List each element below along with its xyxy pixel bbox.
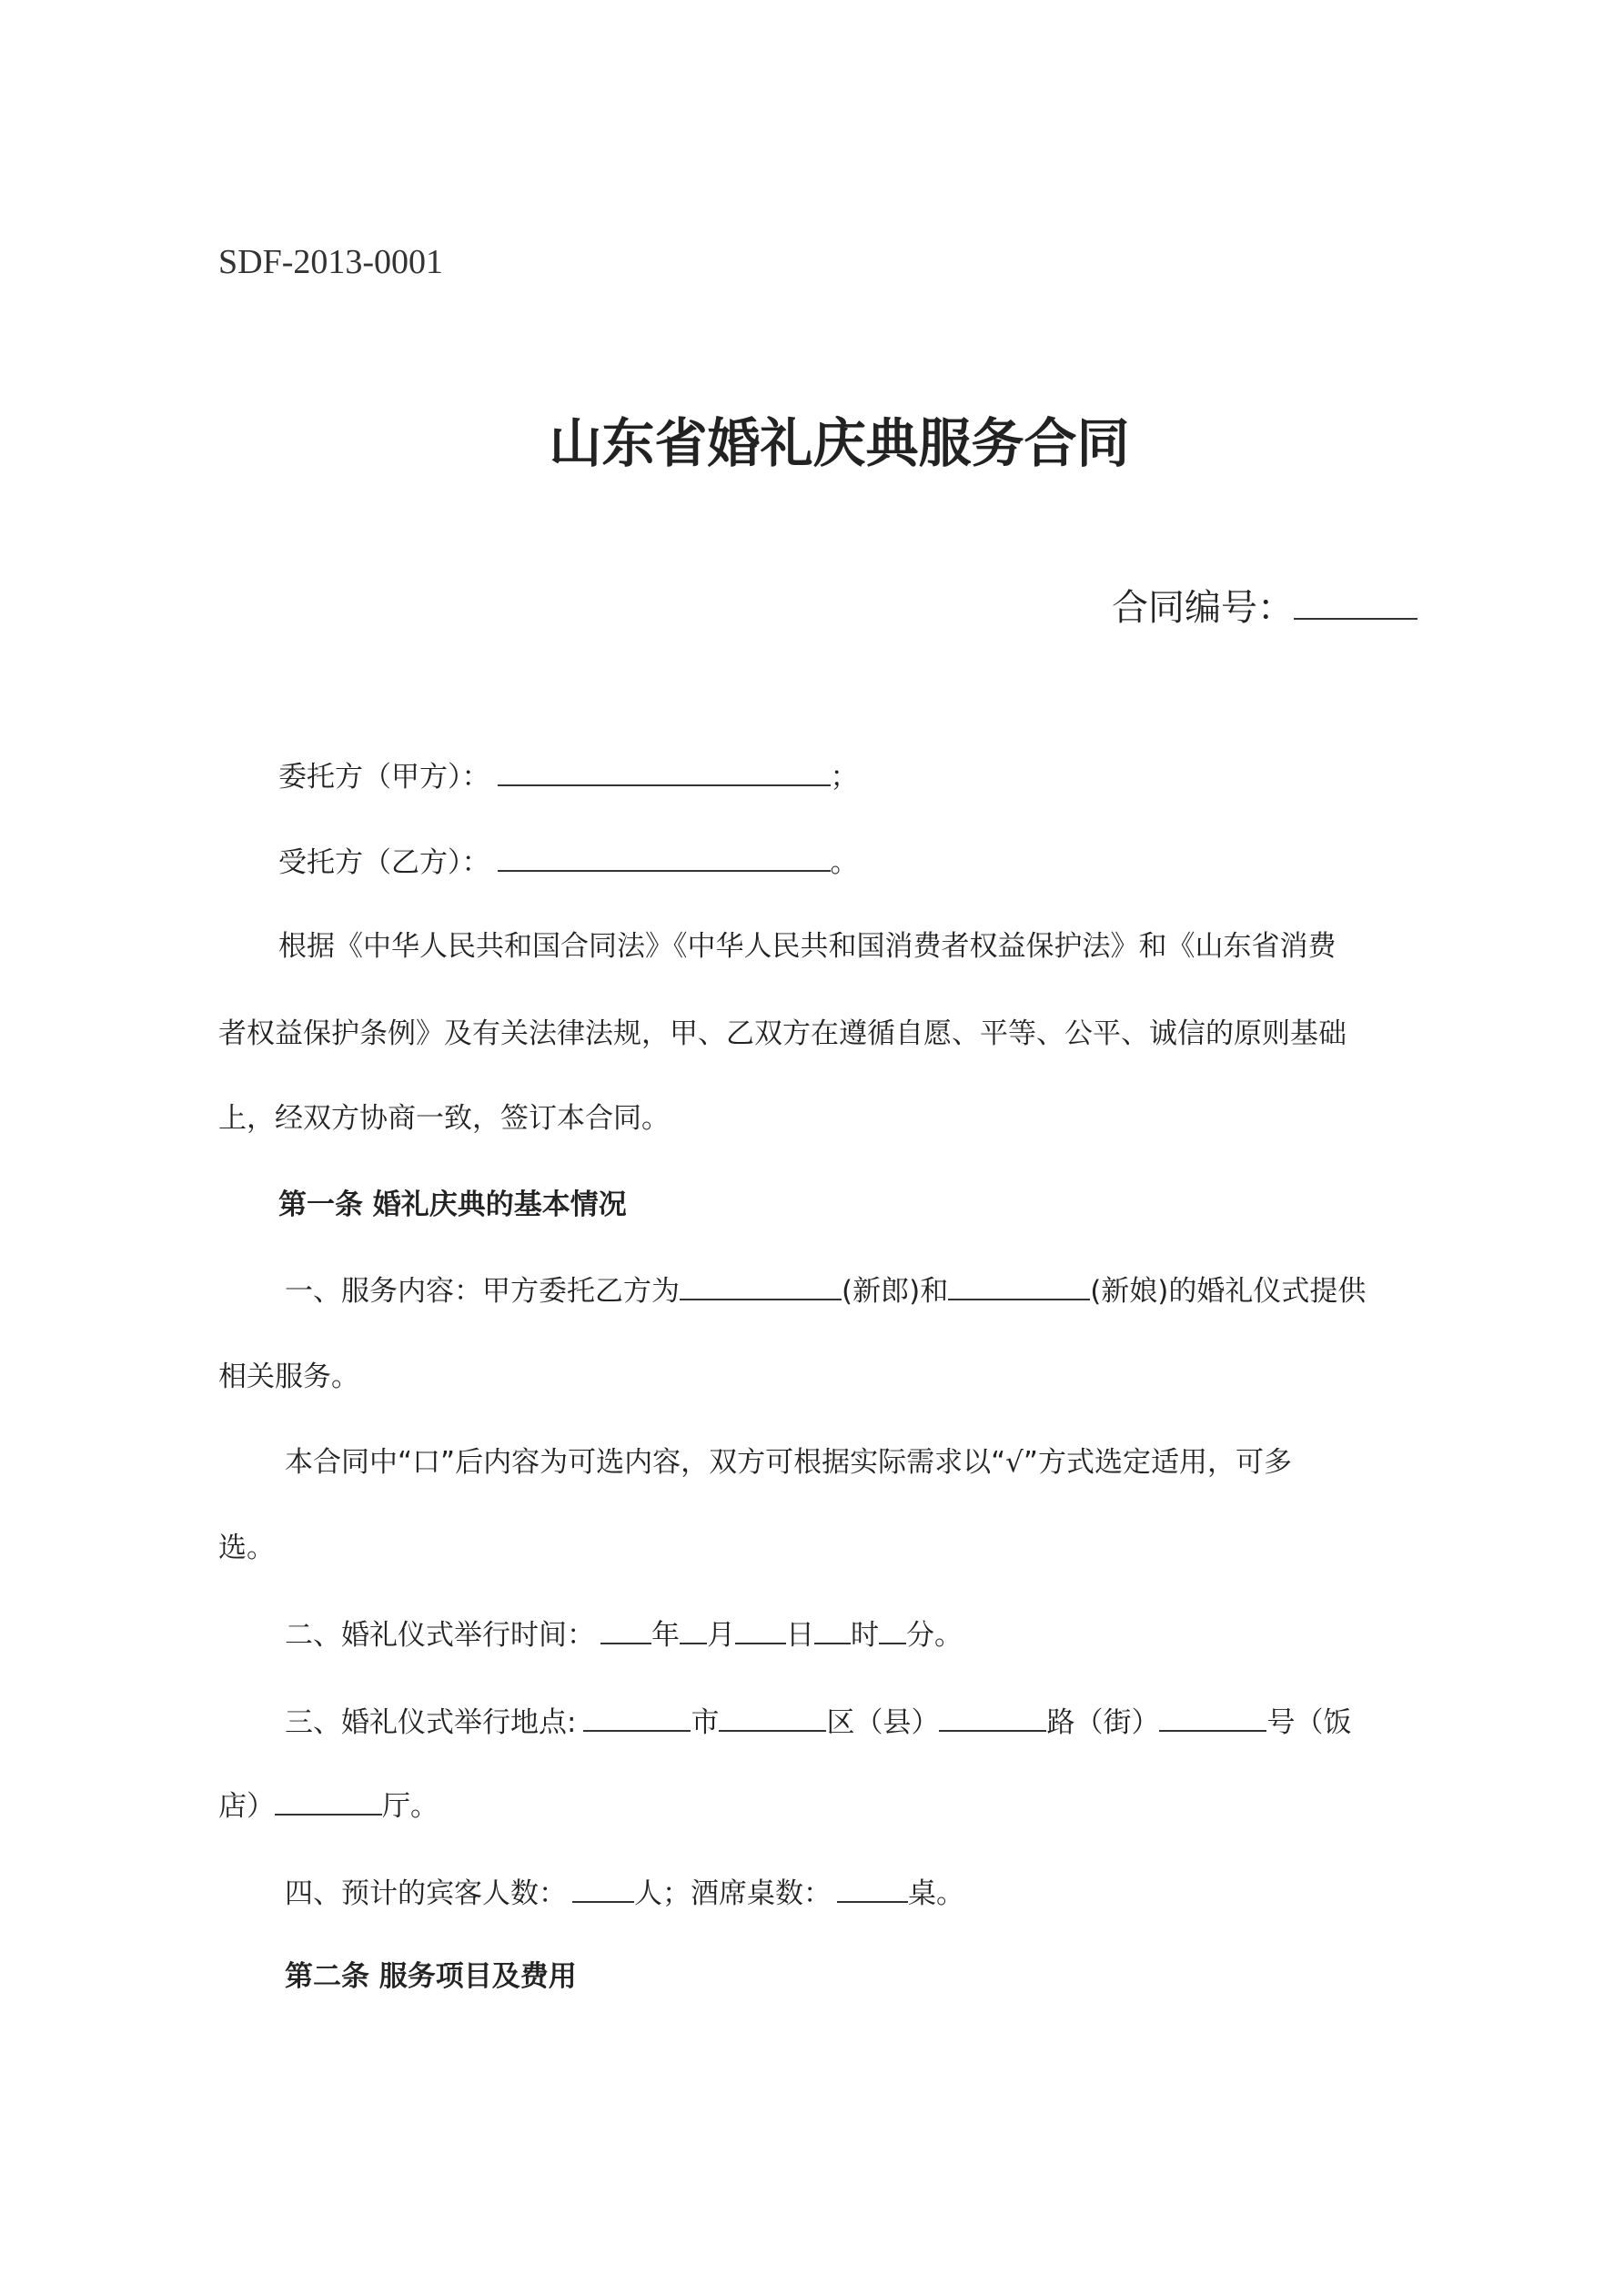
contract-number [1112,579,1417,631]
bride-blank[interactable] [948,1271,1090,1300]
preamble-line: 者权益保护条例》及有关法律法规，甲、乙双方在遵循自愿、平等、公平、诚信的原则基础 [218,1017,1347,1050]
text: 人；酒席桌数： [634,1877,832,1910]
text: 年 [651,1619,680,1652]
text: 二、婚礼仪式举行时间： [285,1619,595,1652]
text: 路（街） [1046,1706,1160,1739]
minute-blank[interactable] [879,1615,906,1644]
preamble-line: 上，经双方协商一致，签订本合同。 [218,1102,670,1135]
text: 分。 [906,1619,963,1652]
hour-blank[interactable] [814,1615,851,1644]
party-a-blank[interactable] [498,757,831,786]
contract-number-blank[interactable] [1294,591,1417,620]
text: 号（饭 [1266,1706,1352,1739]
text: 区（县） [826,1706,940,1739]
road-blank[interactable] [939,1703,1046,1732]
guests-line [285,1874,964,1912]
guests-blank[interactable] [572,1874,634,1903]
document-code: SDF-2013-0001 [218,243,444,281]
text: 店） [218,1790,275,1823]
preamble-line: 根据《中华人民共和国合同法》《中华人民共和国消费者权益保护法》和《山东省消费 [278,930,1337,963]
note-line: 本合同中“口”后内容为可选内容，双方可根据实际需求以“√”方式选定适用，可多 [285,1446,1292,1479]
party-b-label: 受托方（乙方）： [278,846,490,879]
service-content-line: 相关服务。 [218,1360,359,1393]
ceremony-time-line [285,1615,963,1654]
party-b-end: 。 [830,846,859,879]
text: 三、婚礼仪式举行地点: [285,1706,577,1739]
service-content-line [285,1271,1366,1310]
city-blank[interactable] [583,1703,691,1732]
number-blank[interactable] [1159,1703,1266,1732]
party-a-end: ； [830,761,859,794]
party-b-blank[interactable] [498,843,831,872]
text: 一、服务内容：甲方委托乙方为 [285,1275,680,1308]
tables-blank[interactable] [837,1874,908,1903]
party-b-line [278,843,859,881]
text: (新娘)的婚礼仪式提供 [1090,1275,1367,1308]
month-blank[interactable] [680,1615,707,1644]
ceremony-place-line [218,1786,439,1825]
year-blank[interactable] [600,1615,651,1644]
text: 日 [786,1619,814,1652]
hall-blank[interactable] [275,1786,382,1816]
text: 月 [707,1619,735,1652]
text: 厅。 [382,1790,439,1823]
contract-number-label: 合同编号： [1112,587,1294,629]
article1-heading: 第一条 婚礼庆典的基本情况 [278,1188,627,1221]
party-a-label: 委托方（甲方）： [278,761,490,794]
text: 时 [851,1619,879,1652]
district-blank[interactable] [719,1703,826,1732]
note-line: 选。 [218,1532,275,1564]
text: (新郎)和 [842,1275,949,1308]
text: 市 [691,1706,720,1739]
text: 四、预计的宾客人数： [285,1877,567,1910]
article2-heading: 第二条 服务项目及费用 [285,1960,577,1993]
day-blank[interactable] [735,1615,786,1644]
text: 桌。 [908,1877,964,1910]
groom-blank[interactable] [680,1271,842,1300]
ceremony-place-line [285,1703,1351,1741]
party-a-line [278,757,859,795]
document-title: 山东省婚礼庆典服务合同 [549,412,1130,474]
